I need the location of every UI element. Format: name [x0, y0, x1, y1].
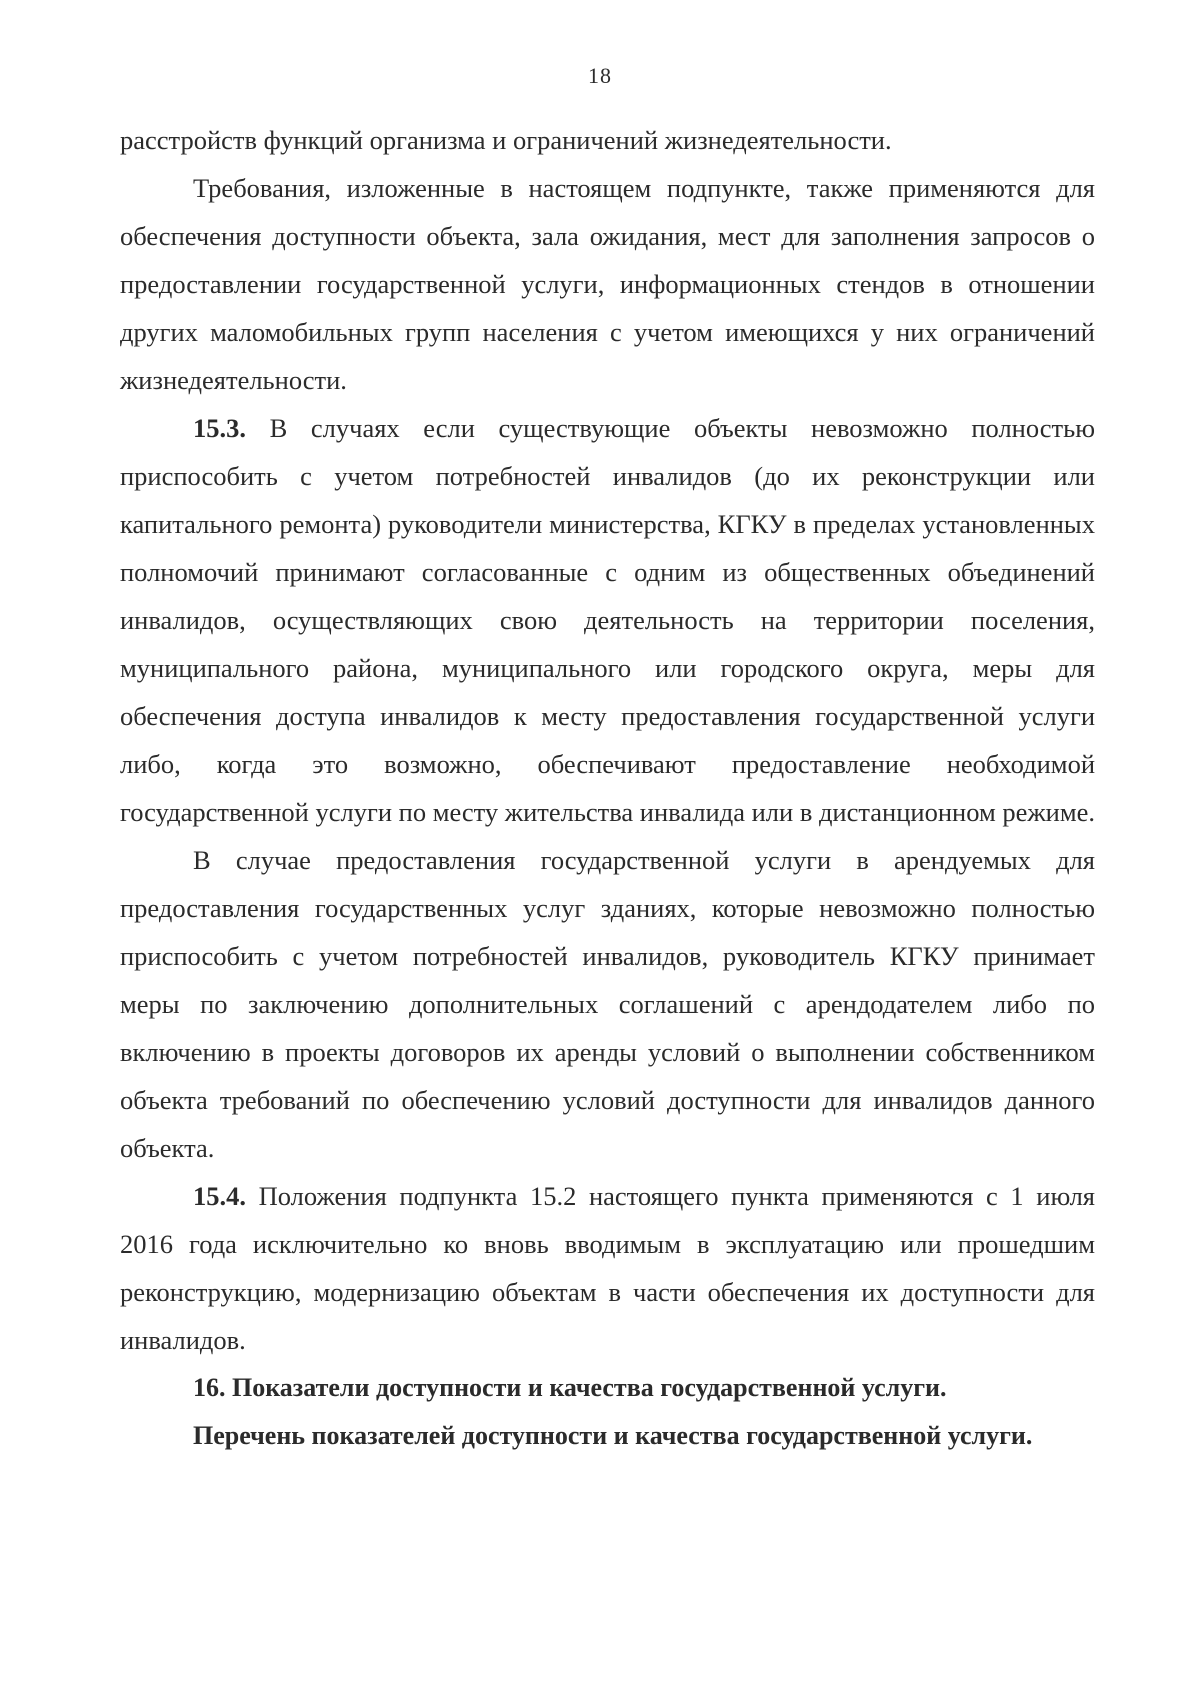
clause-text-15-4: Положения подпункта 15.2 настоящего пункта применяются с 1 июля 2016 года исключительно ко вновь вводимым в эксплуатацию или прошедшим реконструкцию, модернизацию объектам в части обеспечения их доступности для инвалидов. — [120, 1181, 1095, 1355]
clause-number-15-3: 15.3. — [193, 413, 246, 443]
clause-number-15-4: 15.4. — [193, 1181, 246, 1211]
paragraph-requirements: Требования, изложенные в настоящем подпункте, также применяются для обеспечения доступности объекта, зала ожидания, мест для заполнения запросов о предоставлении государственной услуги, информационных стендов в отношении других маломобильных групп населения с учетом имеющихся у них ограничений жизнедеятельности. — [120, 173, 1095, 395]
clause-text-15-3: В случаях если существующие объекты невозможно полностью приспособить с учетом потребностей инвалидов (до их реконструкции или капитального ремонта) руководители министерства, КГКУ в пределах установленных полномочий принимают согласованные с одним из общественных объединений инвалидов, осуществляющих свою деятельность на территории поселения, муниципального района, муниципального или городского округа, меры для обеспечения доступа инвалидов к месту предоставления государственной услуги либо, когда это возможно, обеспечивают предоставление необходимой государственной услуги по месту жительства инвалида или в дистанционном режиме. — [120, 413, 1096, 827]
page-number: 18 — [588, 63, 612, 88]
section-subheading-16: Перечень показателей доступности и качества государственной услуги. — [193, 1421, 1033, 1450]
paragraph-continuation: расстройств функций организма и ограничений жизнедеятельности. — [120, 125, 892, 155]
paragraph-15-4 — [120, 1172, 1095, 1364]
paragraph-15-3 — [120, 404, 1095, 836]
paragraph-rented-buildings: В случае предоставления государственной услуги в арендуемых для предоставления государственных услуг зданиях, которые невозможно полностью приспособить с учетом потребностей инвалидов, руководитель КГКУ принимает меры по заключению дополнительных соглашений с арендодателем либо по включению в проекты договоров их аренды условий о выполнении собственником объекта требований по обеспечению условий доступности для инвалидов данного объекта. — [120, 845, 1095, 1163]
document-body — [120, 116, 1095, 1460]
section-heading-16: 16. Показатели доступности и качества государственной услуги. — [193, 1373, 947, 1402]
